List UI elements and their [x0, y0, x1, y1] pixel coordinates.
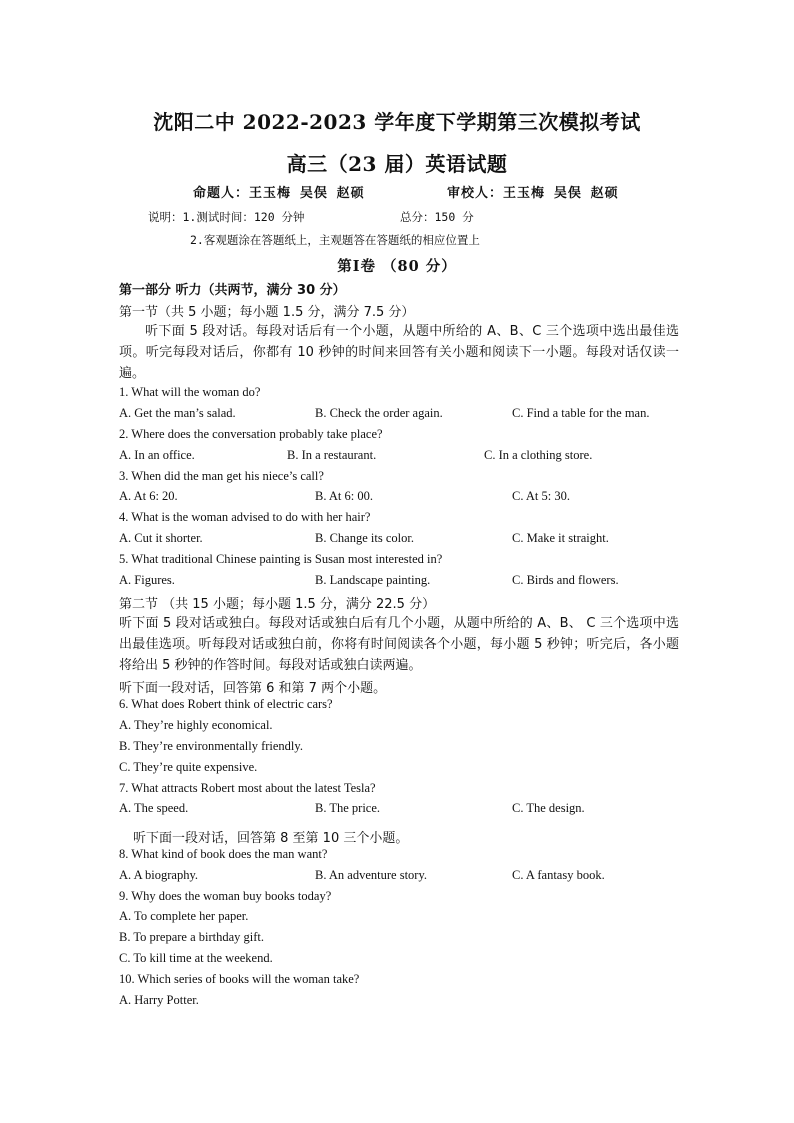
option-a: A. Harry Potter. — [119, 993, 199, 1007]
question-stem: 4. What is the woman advised to do with her hair? — [119, 510, 371, 524]
option-b: B. The price. — [315, 801, 381, 815]
option-a: A. A biography. — [119, 868, 199, 882]
volume-title: 第Ⅰ卷 （80 分） — [337, 258, 457, 275]
option-c: C. Find a table for the man. — [512, 406, 650, 420]
option-c: C. At 5: 30. — [512, 489, 570, 503]
option-a: A. They’re highly economical. — [119, 718, 273, 732]
question-stem: 3. When did the man get his niece’s call? — [119, 469, 324, 483]
note-time: 说明：1.测试时间：120 分钟 — [148, 210, 305, 224]
note-answer-sheet: 2.客观题涂在答题纸上，主观题答在答题纸的相应位置上 — [190, 233, 480, 247]
setters-line: 命题人：王玉梅 吴俣 赵硕 — [193, 186, 365, 201]
option-c: C. Make it straight. — [512, 531, 609, 545]
option-c: C. In a clothing store. — [484, 448, 593, 462]
question-stem: 5. What traditional Chinese painting is Susan most interested in? — [119, 552, 443, 566]
option-b: B. To prepare a birthday gift. — [119, 930, 265, 944]
option-a: A. At 6: 20. — [119, 489, 178, 503]
option-a: A. Cut it shorter. — [119, 531, 203, 545]
option-b: B. Check the order again. — [315, 406, 443, 420]
option-a: A. To complete her paper. — [119, 909, 249, 923]
question-stem: 7. What attracts Robert most about the latest Tesla? — [119, 781, 376, 795]
option-b: B. Change its color. — [315, 531, 414, 545]
option-b: B. At 6: 00. — [315, 489, 373, 503]
option-a: A. The speed. — [119, 801, 189, 815]
section2-instructions: 听下面 5 段对话或独白。每段对话或独白后有几个小题，从题中所给的 A、B、 C 三个选项中选出最佳选项。听每段对话或独白前，你将有时间阅读各个小题，每小题 5 秒钟；听完后，各小题将给出 5 秒钟的作答时间。每段对话或独白读两遍。 — [119, 616, 679, 673]
question-stem: 6. What does Robert think of electric cars? — [119, 697, 333, 711]
exam-subtitle: 高三（23 届）英语试题 — [286, 152, 508, 176]
section1-instructions: 听下面 5 段对话。每段对话后有一个小题，从题中所给的 A、B、C 三个选项中选出最佳选项。听完每段对话后，你都有 10 秒钟的时间来回答有关小题和阅读下一小题。每段对话仅读一遍。 — [119, 324, 679, 381]
note-score: 总分：150 分 — [400, 210, 474, 224]
part1-heading: 第一部分 听力（共两节，满分 30 分） — [119, 283, 346, 298]
reviewers-line: 审校人：王玉梅 吴俣 赵硕 — [447, 186, 619, 201]
question-stem: 8. What kind of book does the man want? — [119, 847, 328, 861]
option-c: C. They’re quite expensive. — [119, 760, 258, 774]
option-a: A. In an office. — [119, 448, 195, 462]
question-stem: 1. What will the woman do? — [119, 385, 261, 399]
option-b: B. They’re environmentally friendly. — [119, 739, 303, 753]
question-stem: 2. Where does the conversation probably take place? — [119, 427, 383, 441]
option-a: A. Figures. — [119, 573, 175, 587]
dialogue-prompt: 听下面一段对话，回答第 6 和第 7 两个小题。 — [119, 681, 387, 696]
option-b: B. An adventure story. — [315, 868, 428, 882]
option-c: C. To kill time at the weekend. — [119, 951, 273, 965]
question-stem: 9. Why does the woman buy books today? — [119, 889, 332, 903]
question-stem: 10. Which series of books will the woman take? — [119, 972, 360, 986]
option-b: B. In a restaurant. — [287, 448, 377, 462]
option-c: C. Birds and flowers. — [512, 573, 619, 587]
section2-heading: 第二节 （共 15 小题；每小题 1.5 分，满分 22.5 分） — [119, 597, 436, 612]
option-a: A. Get the man’s salad. — [119, 406, 236, 420]
option-b: B. Landscape painting. — [315, 573, 431, 587]
section1-heading: 第一节（共 5 小题；每小题 1.5 分，满分 7.5 分） — [119, 305, 415, 320]
dialogue-prompt: 听下面一段对话，回答第 8 至第 10 三个小题。 — [133, 831, 409, 846]
exam-title: 沈阳二中 2022-2023 学年度下学期第三次模拟考试 — [153, 110, 641, 134]
option-c: C. A fantasy book. — [512, 868, 605, 882]
option-c: C. The design. — [512, 801, 585, 815]
